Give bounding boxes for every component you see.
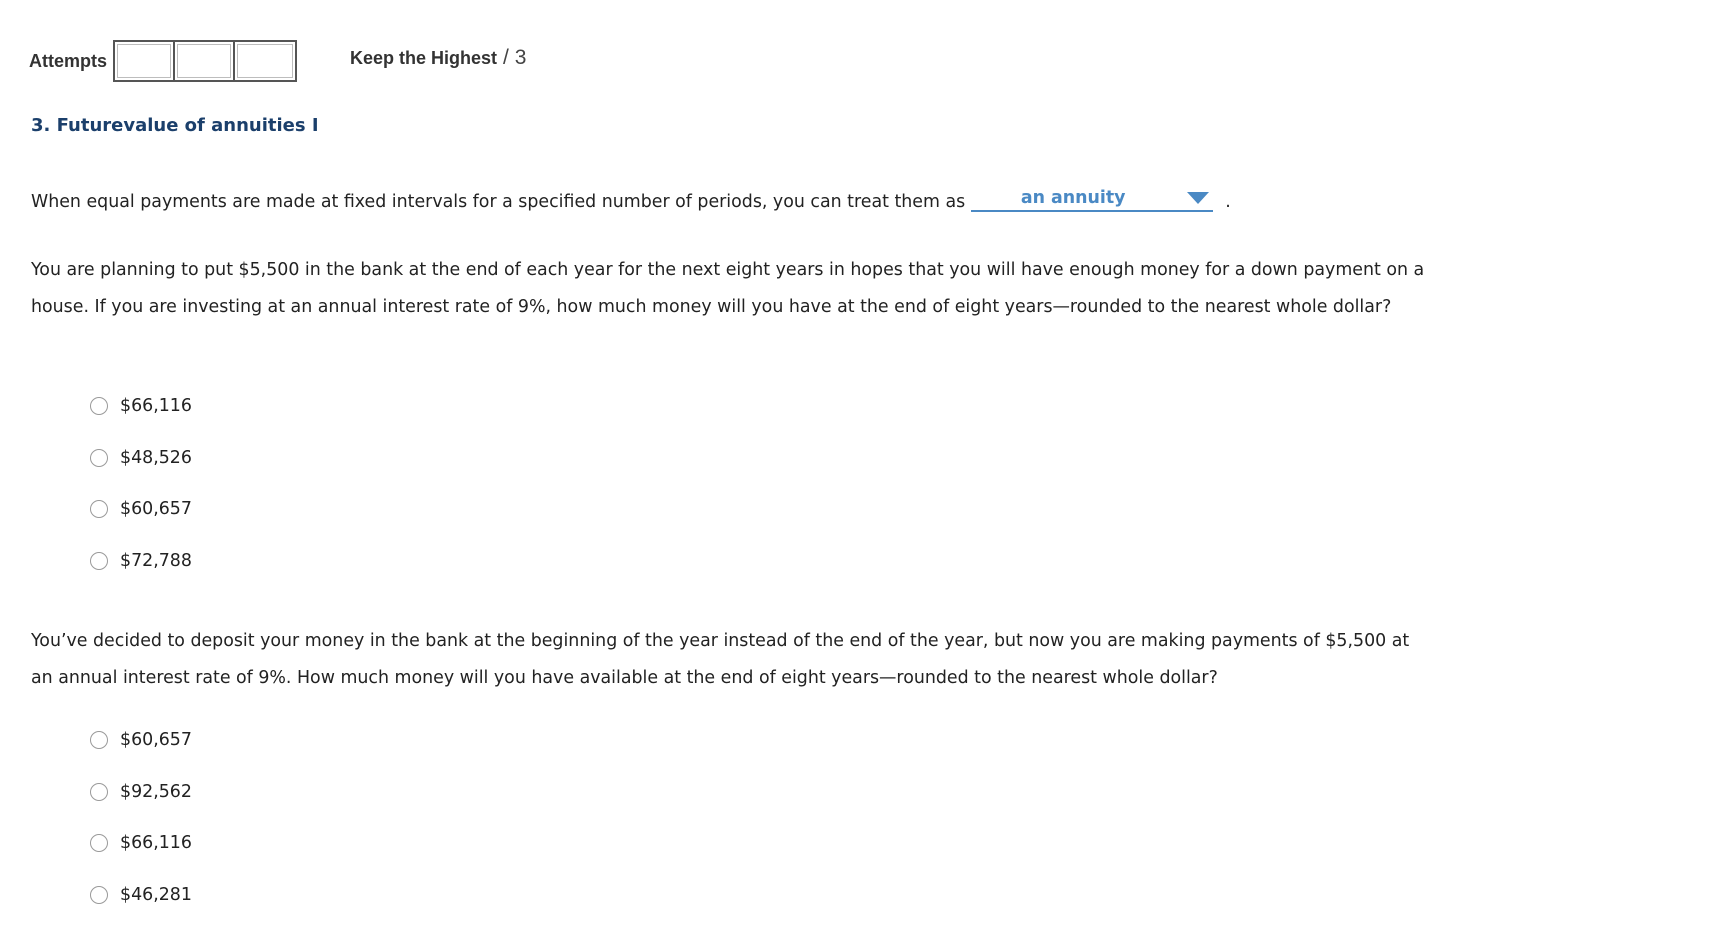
option-label: $46,281 [120,884,192,905]
part2-option[interactable] [90,869,192,921]
radio-button[interactable] [90,731,108,749]
attempt-box [235,42,295,80]
radio-button[interactable] [90,397,108,415]
question-title: 3. Futurevalue of annuities I [31,115,319,136]
part2-option[interactable] [90,817,192,869]
option-label: $92,562 [120,781,192,802]
part1-option[interactable] [90,483,192,535]
dropdown-selected-value: an annuity [1020,188,1126,208]
option-label: $60,657 [120,499,192,520]
radio-button[interactable] [90,834,108,852]
attempts-row [29,40,297,82]
radio-button[interactable] [90,783,108,801]
attempt-boxes [113,40,297,82]
option-label: $60,657 [120,729,192,750]
annuity-sentence [31,186,1231,212]
annuity-dropdown[interactable] [971,186,1213,212]
option-label: $48,526 [120,447,192,468]
keep-highest [350,46,526,70]
attempt-box [175,42,235,80]
annuity-sentence-suffix: . [1225,192,1231,212]
part2-options [90,726,192,928]
part1-options [90,392,192,599]
part1-option[interactable] [90,380,192,432]
chevron-down-icon [1187,192,1209,204]
annuity-sentence-prefix: When equal payments are made at fixed intervals for a specified number of periods, you can treat them as [31,192,966,212]
part2-option[interactable] [90,766,192,818]
radio-button[interactable] [90,552,108,570]
attempt-box [115,42,175,80]
radio-button[interactable] [90,500,108,518]
keep-highest-suffix: / 3 [503,46,527,69]
attempts-label: Attempts [29,50,108,71]
radio-button[interactable] [90,449,108,467]
option-label: $66,116 [120,395,192,416]
option-label: $72,788 [120,550,192,571]
option-label: $66,116 [120,833,192,854]
part1-option[interactable] [90,432,192,484]
part1-option[interactable] [90,535,192,587]
part2-prompt: You’ve decided to deposit your money in the bank at the beginning of the year instead of the end of the year, but now you are making payments of $5,500 at an annual interest rate of 9%. How much money will you have available at the end of eight years—rounded to the nearest whole dollar? [31,631,1410,688]
part2-option[interactable] [90,714,192,766]
part1-prompt: You are planning to put $5,500 in the bank at the end of each year for the next eight years in hopes that you will have enough money for a down payment on a house. If you are investing at an annual interest rate of 9%, how much money will you have at the end of eight years—rounded to the nearest whole dollar? [31,260,1425,317]
keep-highest-label: Keep the Highest [350,48,498,68]
radio-button[interactable] [90,886,108,904]
